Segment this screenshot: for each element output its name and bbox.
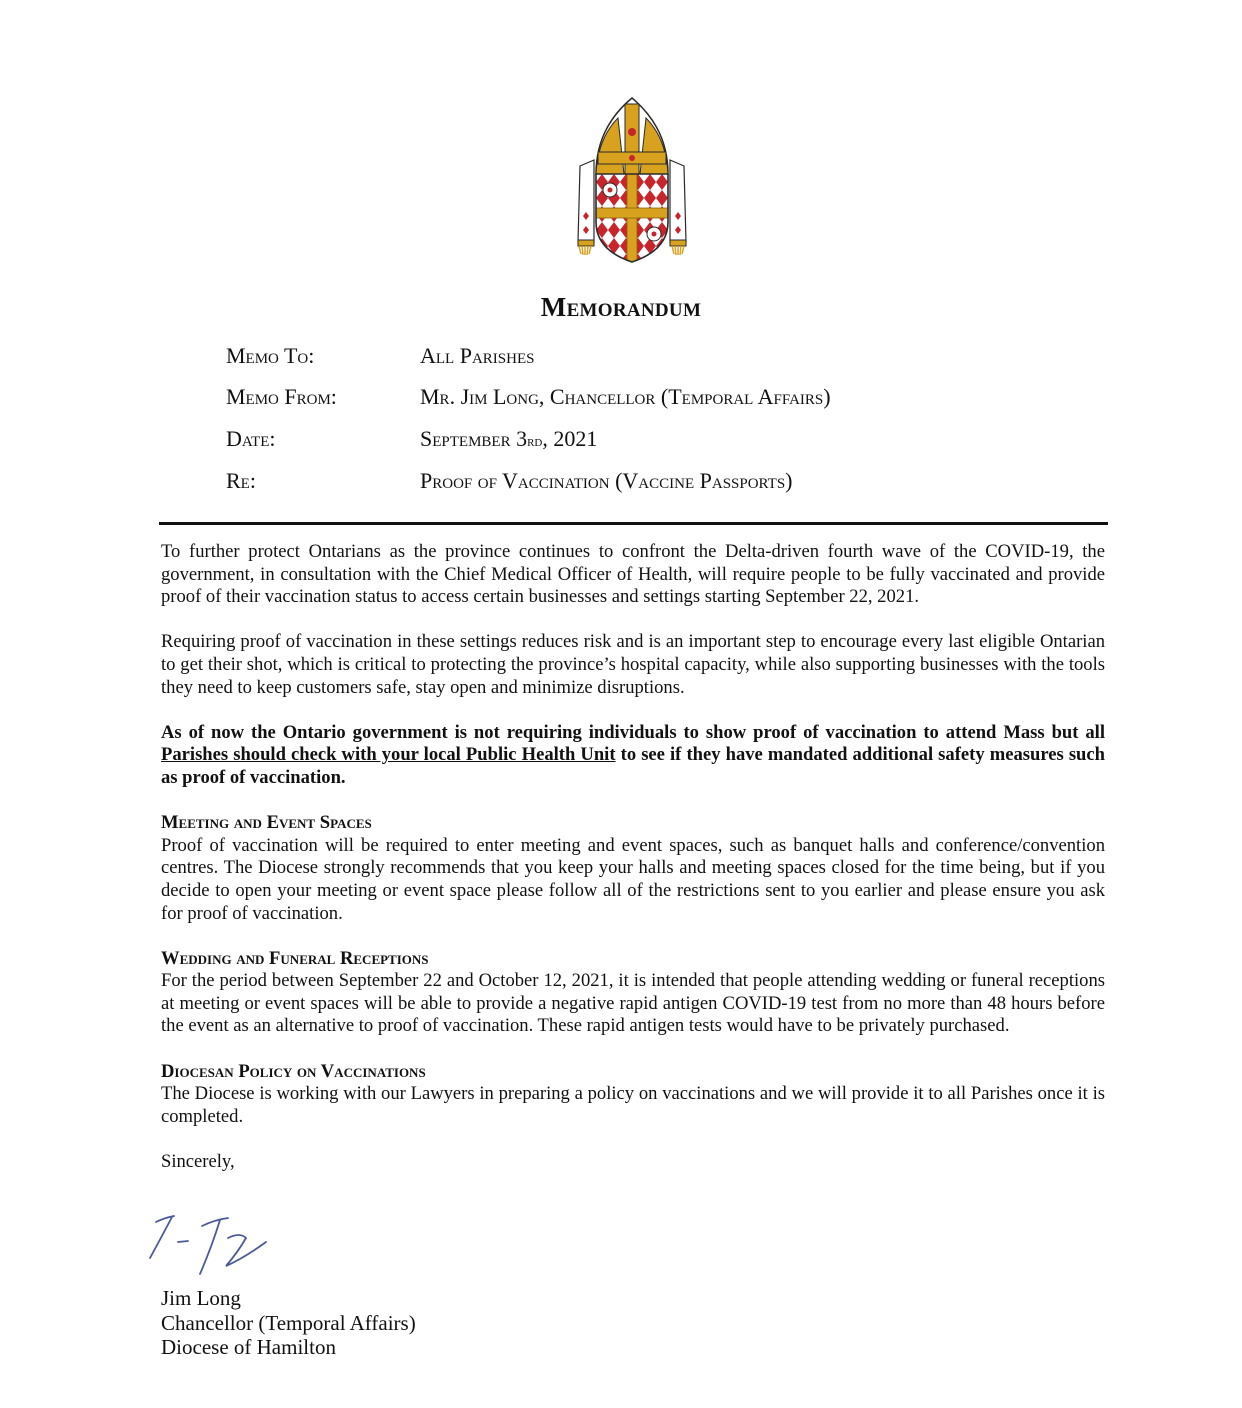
memo-title: Memorandum (540, 292, 702, 322)
signer-name: Jim Long (161, 1286, 241, 1310)
signer-position: Chancellor (Temporal Affairs) (161, 1310, 416, 1335)
signer-block (161, 1286, 416, 1360)
paragraph-2: Requiring proof of vaccination in these settings reduces risk and is an important step to encourage every last eligible Ontarian to get their shot, which is critical to protecting the province’s hospital capacity, while also supporting businesses with the tools they need to keep customers safe, stay open and minimize disruptions. (161, 631, 1105, 698)
date-year: , 2021 (542, 426, 598, 451)
memo-re-label: Re: (226, 468, 256, 493)
paragraph-3 (161, 722, 1105, 790)
section-text-policy: The Diocese is working with our Lawyers in preparing a policy on vaccinations and we will provide it to all Parishes once it is completed. (161, 1083, 1105, 1127)
memo-date-label: Date: (226, 426, 276, 451)
header-divider (159, 522, 1108, 525)
date-suffix: rd (527, 433, 543, 450)
paragraph-3-start: As of now the Ontario government is not requiring individuals to show proof of vaccination to attend Mass but all (161, 721, 1105, 743)
memo-date-value (420, 426, 597, 452)
memo-to-value: All Parishes (420, 343, 535, 368)
paragraph-1: To further protect Ontarians as the province continues to confront the Delta-driven fourth wave of the COVID-19, the government, in consultation with the Chief Medical Officer of Health, will require people to be fully vaccinated and provide proof of their vaccination status to access certain businesses and settings starting September 22, 2021. (161, 541, 1105, 608)
memo-to-label: Memo To: (226, 343, 315, 368)
signature-icon (142, 1208, 274, 1284)
memo-re-value: Proof of Vaccination (Vaccine Passports) (420, 468, 793, 493)
section-heading-wedding: Wedding and Funeral Receptions (161, 947, 429, 969)
memo-from-value: Mr. Jim Long, Chancellor (Temporal Affairs) (420, 384, 831, 409)
signer-organization: Diocese of Hamilton (161, 1335, 336, 1360)
section-text-wedding: For the period between September 22 and October 12, 2021, it is intended that people attending wedding or funeral receptions at meeting or event spaces will be able to provide a negative rapid antigen COVID-19 test from no more than 48 hours before the event as an alternative to proof of vaccination. These rapid antigen tests would have to be privately purchased. (161, 970, 1105, 1037)
diocesan-crest-icon (572, 94, 692, 266)
date-main: September 3 (420, 426, 528, 451)
paragraph-3-end: to see if they have mandated additional safety measures such as proof of vaccination. (161, 744, 1105, 788)
memo-from-label: Memo From: (226, 384, 337, 409)
section-heading-policy: Diocesan Policy on Vaccinations (161, 1060, 426, 1082)
public-health-emphasis: Parishes should check with your local Public Health Unit (161, 744, 616, 766)
closing: Sincerely, (161, 1151, 235, 1173)
section-heading-meeting: Meeting and Event Spaces (161, 812, 372, 834)
memo-body (161, 541, 1105, 1174)
section-text-meeting: Proof of vaccination will be required to enter meeting and event spaces, such as banquet halls and conference/convention centres. The Diocese strongly recommends that you keep your halls and meeting spaces closed for the time being, but if you decide to open your meeting or event space please follow all of the restrictions sent to you earlier and please ensure you ask for proof of vaccination. (161, 834, 1105, 924)
